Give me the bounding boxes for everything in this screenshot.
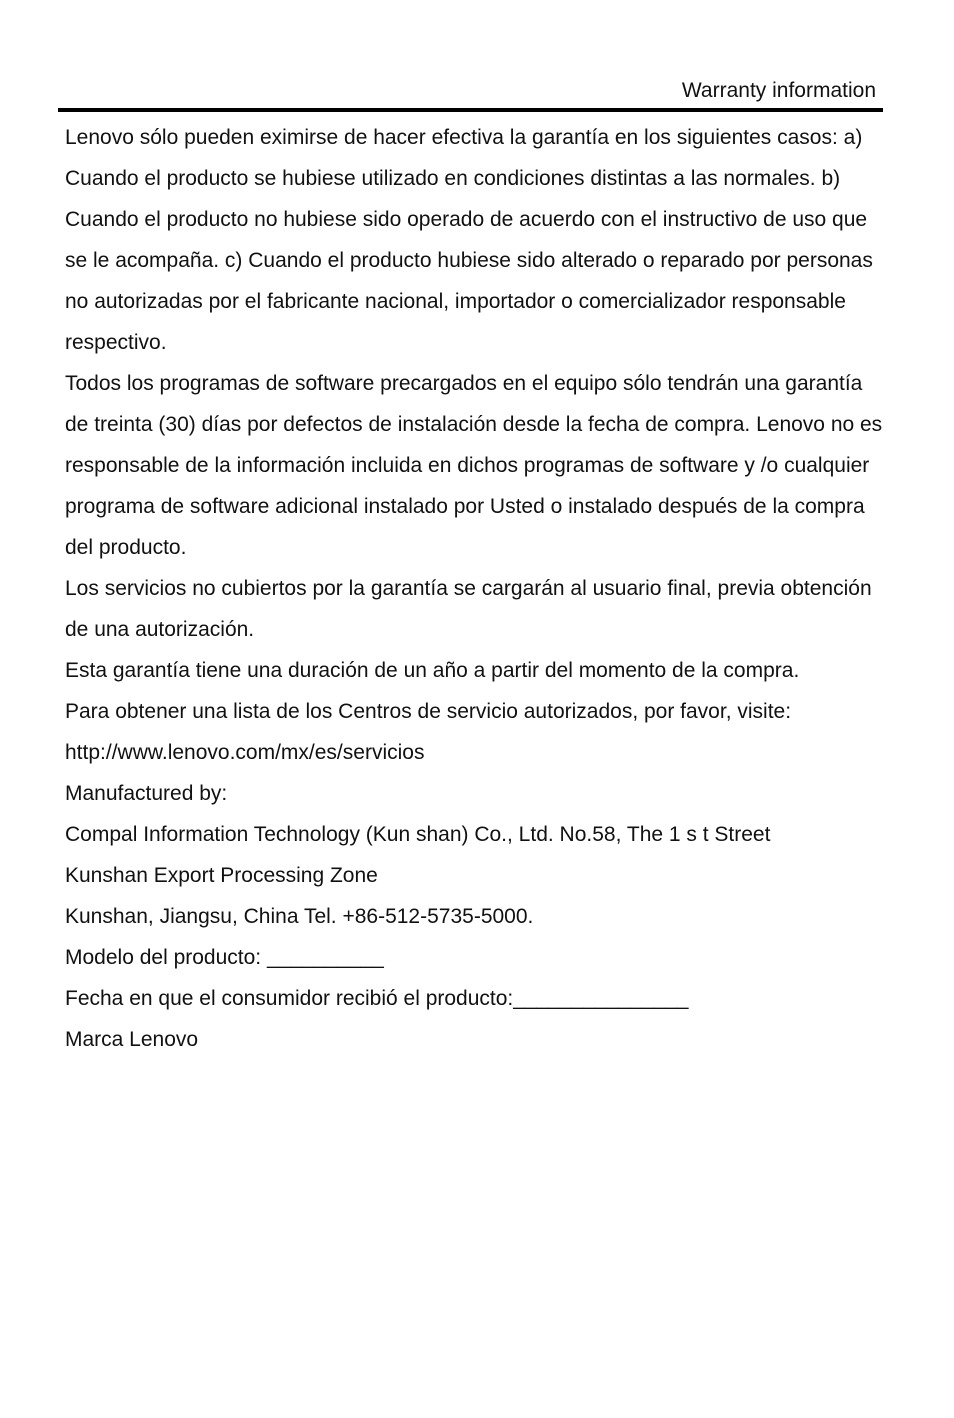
receipt-date-line: Fecha en que el consumidor recibió el producto:_______________ xyxy=(65,987,689,1010)
paragraph-uncovered-services: Los servicios no cubiertos por la garantía se cargarán al usuario final, previa obtención de una autorización. xyxy=(65,577,872,641)
paragraph-service-centers: Para obtener una lista de los Centros de servicio autorizados, por favor, visite: http://www.lenovo.com/mx/es/servicios xyxy=(65,700,792,764)
manufacturer-zone: Kunshan Export Processing Zone xyxy=(65,864,378,887)
manufacturer-location: Kunshan, Jiangsu, China Tel. +86-512-5735-5000. xyxy=(65,905,534,928)
paragraph-software: Todos los programas de software precargados en el equipo sólo tendrán una garantía de treinta (30) días por defectos de instalación desde la fecha de compra. Lenovo no es responsable de la información incluida en dichos programas de software y /o cualquier programa de software adicional instalado por Usted o instalado después de la compra del producto. xyxy=(65,372,883,559)
brand-line: Marca Lenovo xyxy=(65,1028,199,1051)
page-header-title: Warranty information xyxy=(681,79,876,102)
manufactured-by-label: Manufactured by: xyxy=(65,782,228,805)
manufacturer-name: Compal Information Technology (Kun shan) Co., Ltd. No.58, The 1 s t Street xyxy=(65,823,771,846)
paragraph-exemptions: Lenovo sólo pueden eximirse de hacer efectiva la garantía en los siguientes casos: a) Cuando el producto se hubiese utilizado en condiciones distintas a las normales. b) Cuando el producto no hubiese sido operado de acuerdo con el instructivo de uso que se le acompaña. c) Cuando el producto hubiese sido alterado o reparado por personas no autorizadas por el fabricante nacional, importador o comercializador responsable respectivo. xyxy=(65,126,873,354)
paragraph-duration: Esta garantía tiene una duración de un año a partir del momento de la compra. xyxy=(65,659,800,682)
product-model-line: Modelo del producto: __________ xyxy=(65,946,384,969)
header-divider xyxy=(58,108,883,112)
document-body xyxy=(65,117,885,1060)
